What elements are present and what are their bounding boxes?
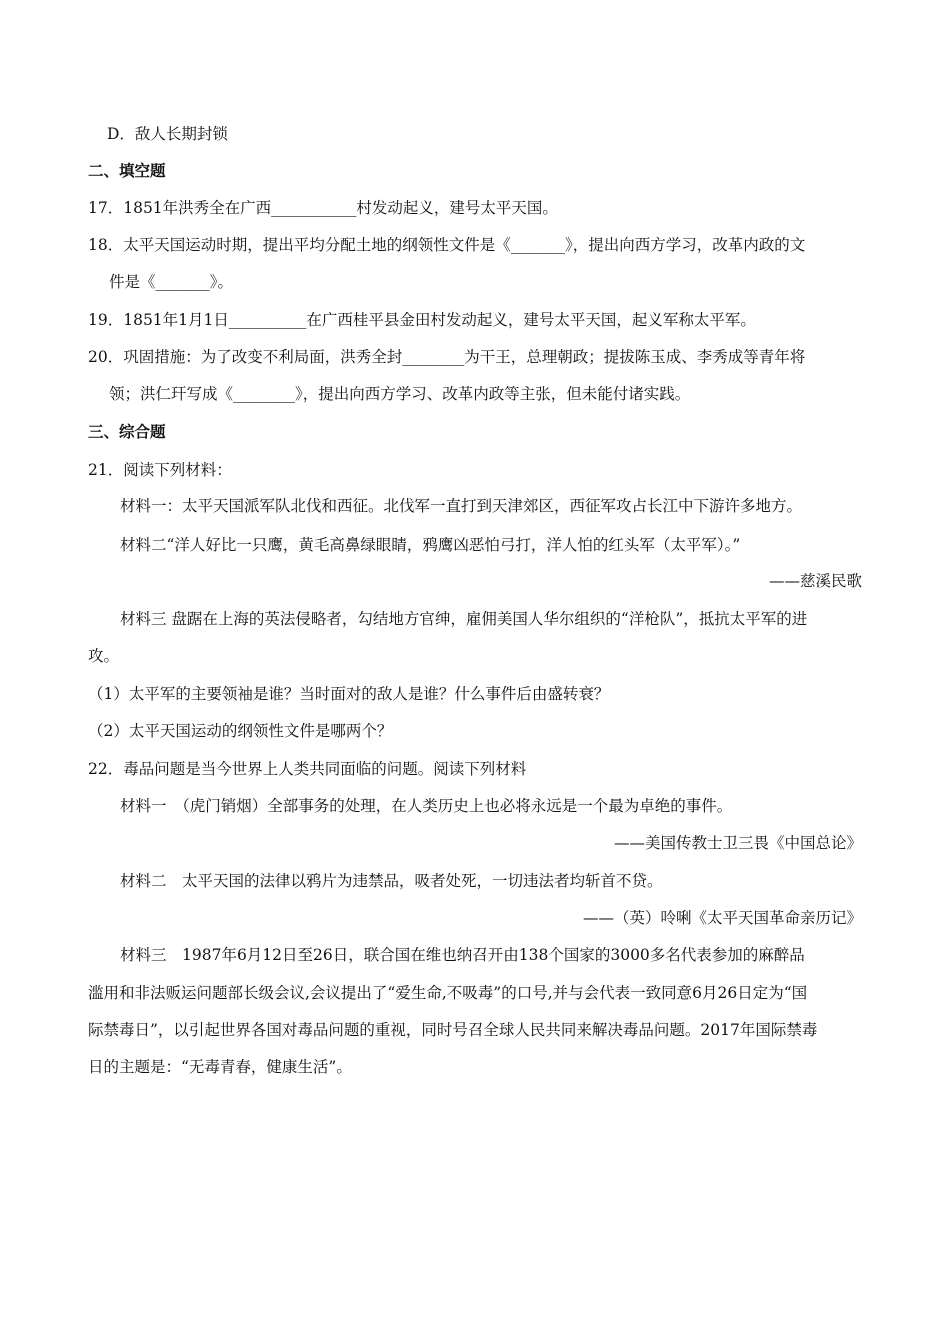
question-20-line-2: 领；洪仁玕写成《________》，提出向西方学习、改革内政等主张，但未能付诸实践。	[109, 385, 691, 403]
q21-subquestion-1: （1）太平军的主要领袖是谁？当时面对的敌人是谁？什么事件后由盛转衰？	[88, 685, 610, 703]
section-heading-comprehensive: 三、综合题	[88, 422, 166, 441]
question-20-line-1: 20．巩固措施：为了改变不利局面，洪秀全封________为干王，总理朝政；提拔陈玉成、李秀成等青年将	[88, 348, 806, 366]
q22-material-2: 材料二 太平天国的法律以鸦片为违禁品，吸者处死，一切违法者均斩首不贷。	[120, 872, 663, 890]
q22-material-1: 材料一 （虎门销烟）全部事务的处理，在人类历史上也必将永远是一个最为卓绝的事件。	[120, 797, 733, 815]
q21-material-2: 材料二“洋人好比一只鹰，黄毛高鼻绿眼睛，鸦鹰凶恶怕弓打，洋人怕的红头军（太平军）。”	[120, 536, 741, 554]
question-21-intro: 21．阅读下列材料：	[88, 461, 232, 479]
question-22-intro: 22．毒品问题是当今世界上人类共同面临的问题。阅读下列材料	[88, 760, 527, 778]
q21-material-3-line-1: 材料三 盘踞在上海的英法侵略者，勾结地方官绅，雇佣美国人华尔组织的“洋枪队”，抵抗太平军的进	[120, 610, 808, 628]
q22-material-3-line-3: 际禁毒日”，以引起世界各国对毒品问题的重视，同时号召全球人民共同来解决毒品问题。2017年国际禁毒	[88, 1021, 818, 1039]
q21-material-2-source: ——慈溪民歌	[768, 572, 862, 590]
q22-material-1-source: ——美国传教士卫三畏《中国总论》	[613, 834, 862, 852]
q22-material-3-line-1: 材料三 1987年6月12日至26日，联合国在维也纳召开由138个国家的3000多名代表参加的麻醉品	[120, 946, 805, 964]
q22-material-3-line-2: 滥用和非法贩运问题部长级会议,会议提出了“爱生命,不吸毒”的口号,并与会代表一致同意6月26日定为“国	[88, 984, 808, 1002]
q21-material-3-line-2: 攻。	[88, 647, 120, 665]
question-17: 17．1851年洪秀全在广西___________村发动起义，建号太平天国。	[88, 199, 558, 217]
question-19: 19．1851年1月1日__________在广西桂平县金田村发动起义，建号太平天国，起义军称太平军。	[88, 311, 756, 329]
question-18-line-2: 件是《_______》。	[109, 273, 234, 291]
q21-subquestion-2: （2）太平天国运动的纲领性文件是哪两个？	[88, 722, 393, 740]
q21-material-1: 材料一：太平天国派军队北伐和西征。北伐军一直打到天津郊区，西征军攻占长江中下游许多地方。	[120, 497, 803, 515]
q22-material-3-line-4: 日的主题是：“无毒青春，健康生活”。	[88, 1058, 352, 1076]
option-d: D．敌人长期封锁	[107, 125, 228, 143]
section-heading-fill-in: 二、填空题	[88, 161, 166, 180]
question-18-line-1: 18．太平天国运动时期，提出平均分配土地的纲领性文件是《_______》，提出向西方学习，改革内政的文	[88, 236, 806, 254]
q22-material-2-source: ——（英）呤唎《太平天国革命亲历记》	[582, 909, 862, 927]
